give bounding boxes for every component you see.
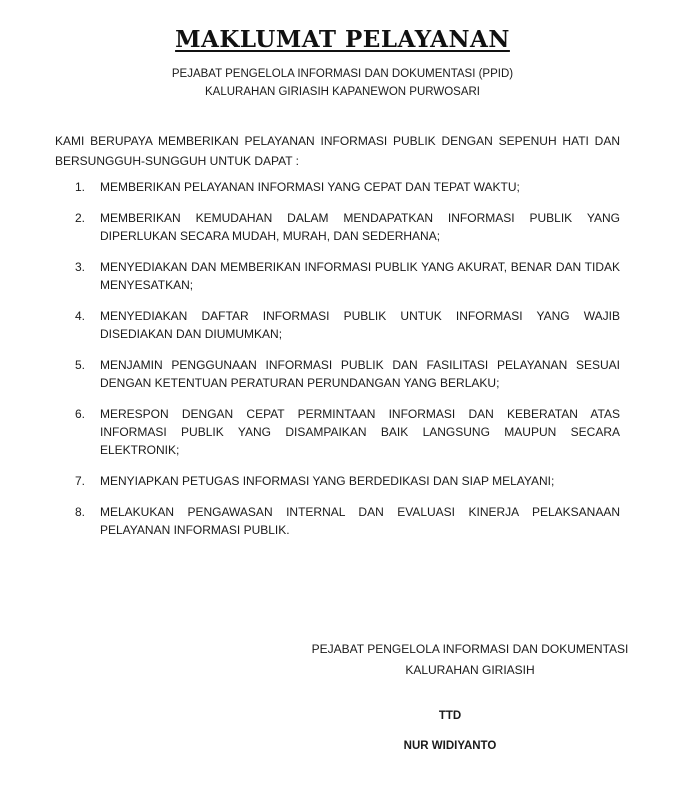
list-item (55, 178, 620, 196)
intro-paragraph: KAMI BERUPAYA MEMBERIKAN PELAYANAN INFORMASI PUBLIK DENGAN SEPENUH HATI DAN BERSUNGGUH-SUNGGUH UNTUK DAPAT : (55, 134, 620, 168)
list-item-number: 1. (75, 180, 86, 194)
list-item (55, 356, 620, 392)
subtitle-line-2: KALURAHAN GIRIASIH KAPANEWON PURWOSARI (205, 86, 480, 98)
list-item (55, 307, 620, 343)
signature-title-line-2: KALURAHAN GIRIASIH (405, 663, 535, 677)
list-item-text: MERESPON DENGAN CEPAT PERMINTAAN INFORMASI DAN KEBERATAN ATAS INFORMASI PUBLIK YANG DISAMPAIKAN BAIK LANGSUNG MAUPUN SECARA ELEKTRONIK; (100, 407, 620, 457)
list-item-number: 2. (75, 211, 86, 225)
list-item-number: 7. (75, 474, 86, 488)
list-item-number: 6. (75, 407, 86, 421)
list-item-text: MELAKUKAN PENGAWASAN INTERNAL DAN EVALUASI KINERJA PELAKSANAAN PELAYANAN INFORMASI PUBLIK. (100, 505, 620, 537)
commitment-list (55, 178, 620, 552)
list-item (55, 405, 620, 459)
list-item-text: MEMBERIKAN PELAYANAN INFORMASI YANG CEPAT DAN TEPAT WAKTU; (100, 180, 520, 194)
list-item-number: 8. (75, 505, 86, 519)
document-title-text: MAKLUMAT PELAYANAN (175, 26, 510, 53)
list-item-text: MENYEDIAKAN DAN MEMBERIKAN INFORMASI PUBLIK YANG AKURAT, BENAR DAN TIDAK MENYESATKAN; (100, 260, 620, 292)
list-item-number: 5. (75, 358, 86, 372)
signature-ttd: TTD (438, 710, 462, 722)
signatory-name: NUR WIDIYANTO (403, 740, 497, 752)
list-item (55, 472, 620, 490)
signature-title-line-1: PEJABAT PENGELOLA INFORMASI DAN DOKUMENTASI (311, 642, 629, 656)
list-item (55, 209, 620, 245)
list-item-text: MEMBERIKAN KEMUDAHAN DALAM MENDAPATKAN INFORMASI PUBLIK YANG DIPERLUKAN SECARA MUDAH, MURAH, DAN SEDERHANA; (100, 211, 620, 243)
list-item (55, 258, 620, 294)
list-item (55, 503, 620, 539)
list-item-text: MENYEDIAKAN DAFTAR INFORMASI PUBLIK UNTUK INFORMASI YANG WAJIB DISEDIAKAN DAN DIUMUMKAN; (100, 309, 620, 341)
list-item-text: MENJAMIN PENGGUNAAN INFORMASI PUBLIK DAN FASILITASI PELAYANAN SESUAI DENGAN KETENTUAN PERATURAN PERUNDANGAN YANG BERLAKU; (100, 358, 620, 390)
list-item-number: 4. (75, 309, 86, 323)
list-item-number: 3. (75, 260, 86, 274)
subtitle-line-1: PEJABAT PENGELOLA INFORMASI DAN DOKUMENTASI (PPID) (171, 68, 514, 80)
list-item-text: MENYIAPKAN PETUGAS INFORMASI YANG BERDEDIKASI DAN SIAP MELAYANI; (100, 474, 555, 488)
document-title (0, 26, 685, 53)
